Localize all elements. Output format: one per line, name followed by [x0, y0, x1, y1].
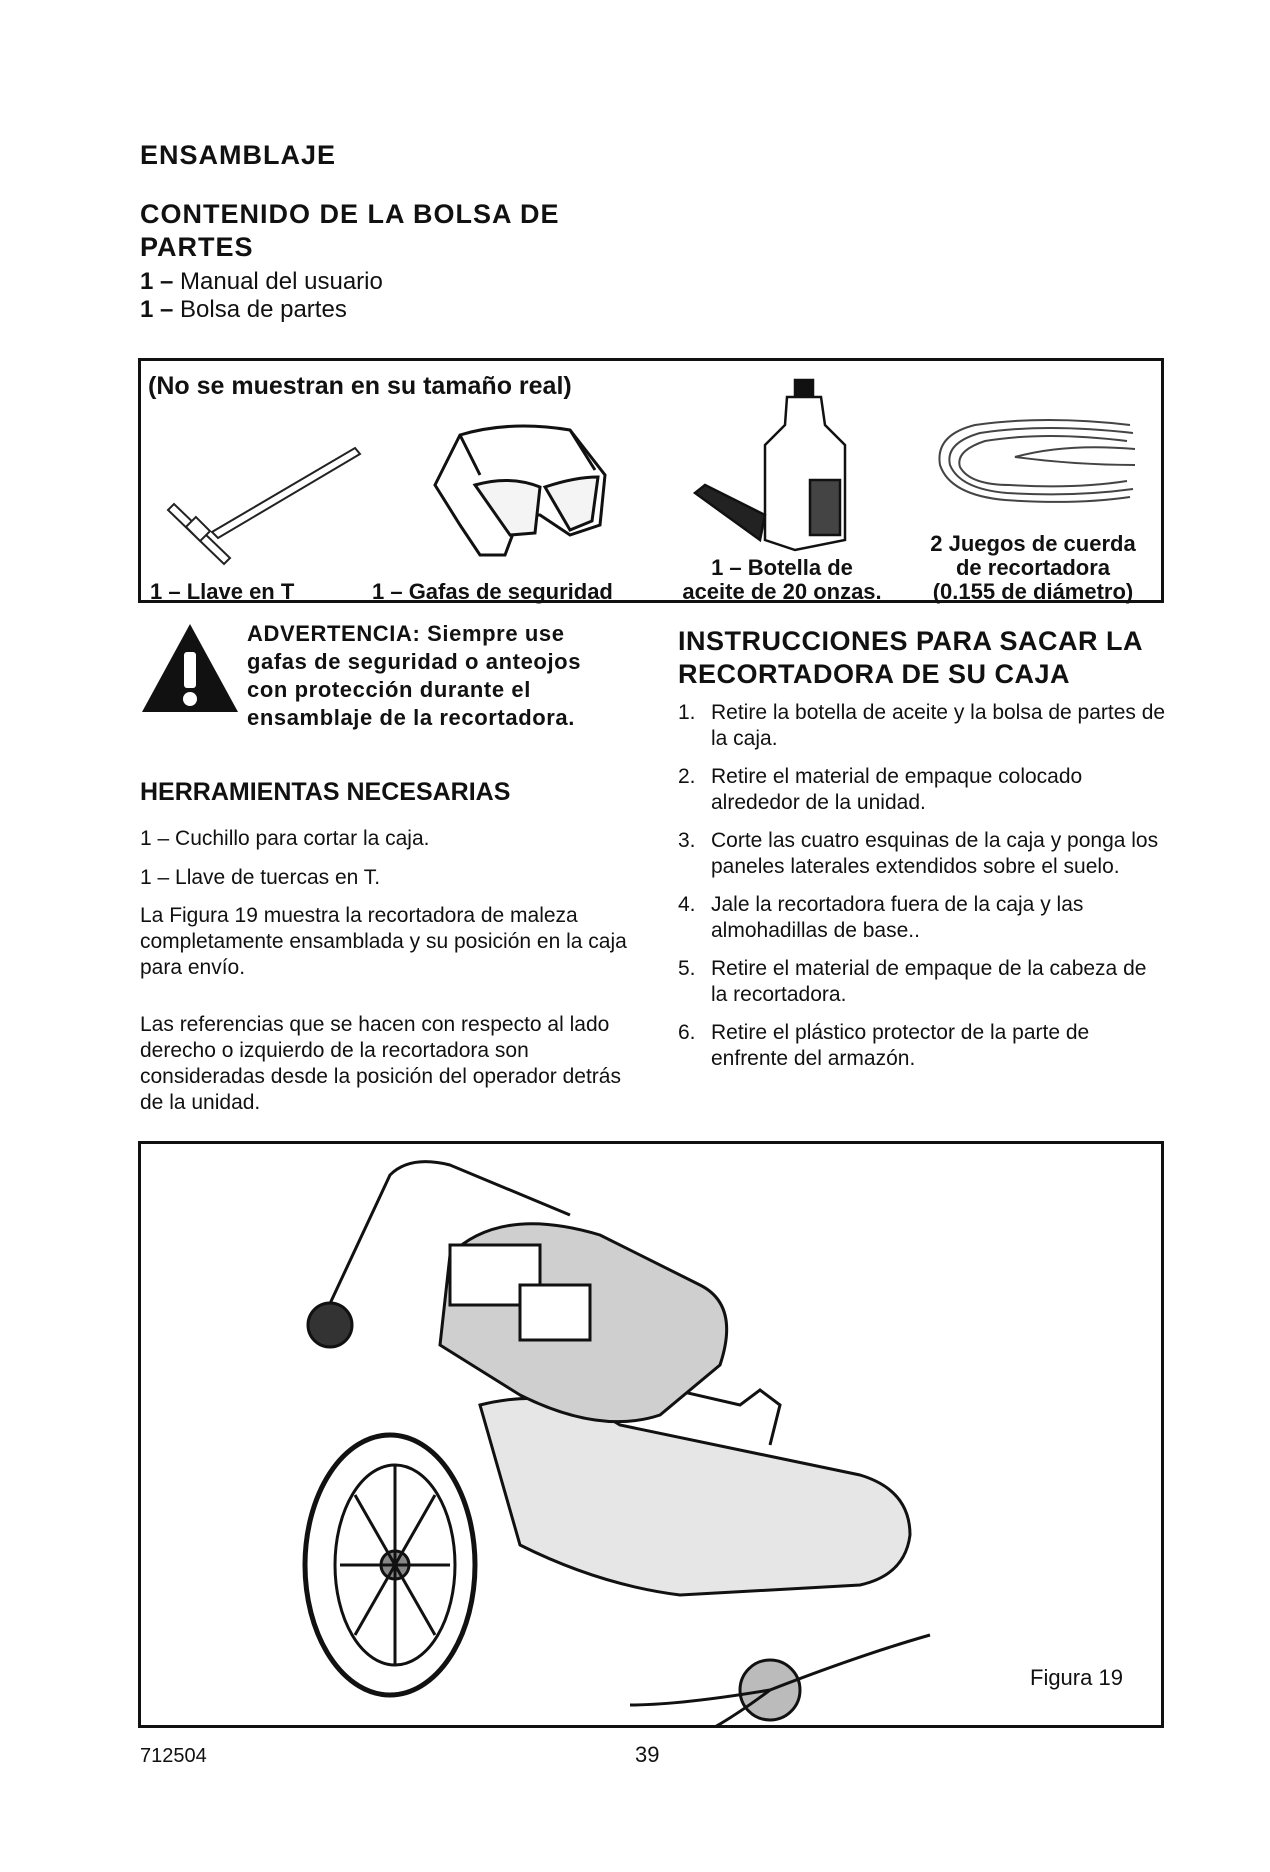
bag-item: 1 – Bolsa de partes	[140, 296, 347, 323]
page-number: 39	[635, 1742, 660, 1767]
instruction-step: 1. Retire la botella de aceite y la bolsa de partes de la caja.	[678, 701, 1166, 750]
trimmer-cord-illustration	[915, 405, 1145, 525]
oil-bottle-caption: 1 – Botella de aceite de 20 onzas.	[682, 555, 882, 604]
oil-bottle-illustration	[685, 375, 865, 560]
instruction-step: 2. Retire el material de empaque colocado alrededor de la unidad.	[678, 765, 1083, 814]
instruction-step: 5. Retire el material de empaque de la cabeza de la recortadora.	[678, 957, 1147, 1006]
t-wrench-illustration	[160, 440, 370, 570]
warning-text: ADVERTENCIA: Siempre use gafas de seguridad o anteojos con protección durante el ensamblaje de la recortadora.	[247, 621, 582, 730]
figure-caption: Figura 19	[1030, 1665, 1123, 1690]
tool-item: 1 – Cuchillo para cortar la caja.	[140, 827, 430, 850]
t-wrench-caption: 1 – Llave en T	[150, 579, 295, 604]
parts-note: (No se muestran en su tamaño real)	[148, 372, 572, 400]
footer-document-code: 712504	[140, 1745, 207, 1767]
section-title: ENSAMBLAJE	[140, 140, 337, 170]
tool-item: 1 – Llave de tuercas en T.	[140, 866, 381, 889]
string-trimmer-illustration	[300, 1145, 980, 1725]
tools-list	[140, 826, 640, 891]
bag-contents-list	[140, 268, 383, 324]
bag-contents-title: CONTENIDO DE LA BOLSA DE PARTES	[140, 199, 560, 262]
instructions-list	[678, 700, 1168, 1084]
paragraph-orientation: Las referencias que se hacen con respecto al lado derecho o izquierdo de la recortadora son consideradas desde la posición del operador detrás de la unidad.	[140, 1013, 621, 1114]
warning-triangle-icon	[140, 622, 240, 714]
goggles-caption: 1 – Gafas de seguridad	[372, 579, 613, 604]
paragraph-figure-intro: La Figura 19 muestra la recortadora de maleza completamente ensamblada y su posición en la caja para envío.	[140, 904, 627, 979]
trimmer-cord-caption: 2 Juegos de cuerda de recortadora (0.155 de diámetro)	[930, 531, 1136, 604]
instructions-title: INSTRUCCIONES PARA SACAR LA RECORTADORA DE SU CAJA	[678, 626, 1143, 689]
bag-item: 1 – Manual del usuario	[140, 268, 383, 295]
instruction-step: 6. Retire el plástico protector de la parte de enfrente del armazón.	[678, 1021, 1090, 1070]
instruction-step: 4. Jale la recortadora fuera de la caja y las almohadillas de base..	[678, 893, 1084, 942]
instruction-step: 3. Corte las cuatro esquinas de la caja y ponga los paneles laterales extendidos sobre el suelo.	[678, 829, 1159, 878]
safety-goggles-illustration	[420, 415, 620, 565]
tools-title: HERRAMIENTAS NECESARIAS	[140, 778, 511, 806]
